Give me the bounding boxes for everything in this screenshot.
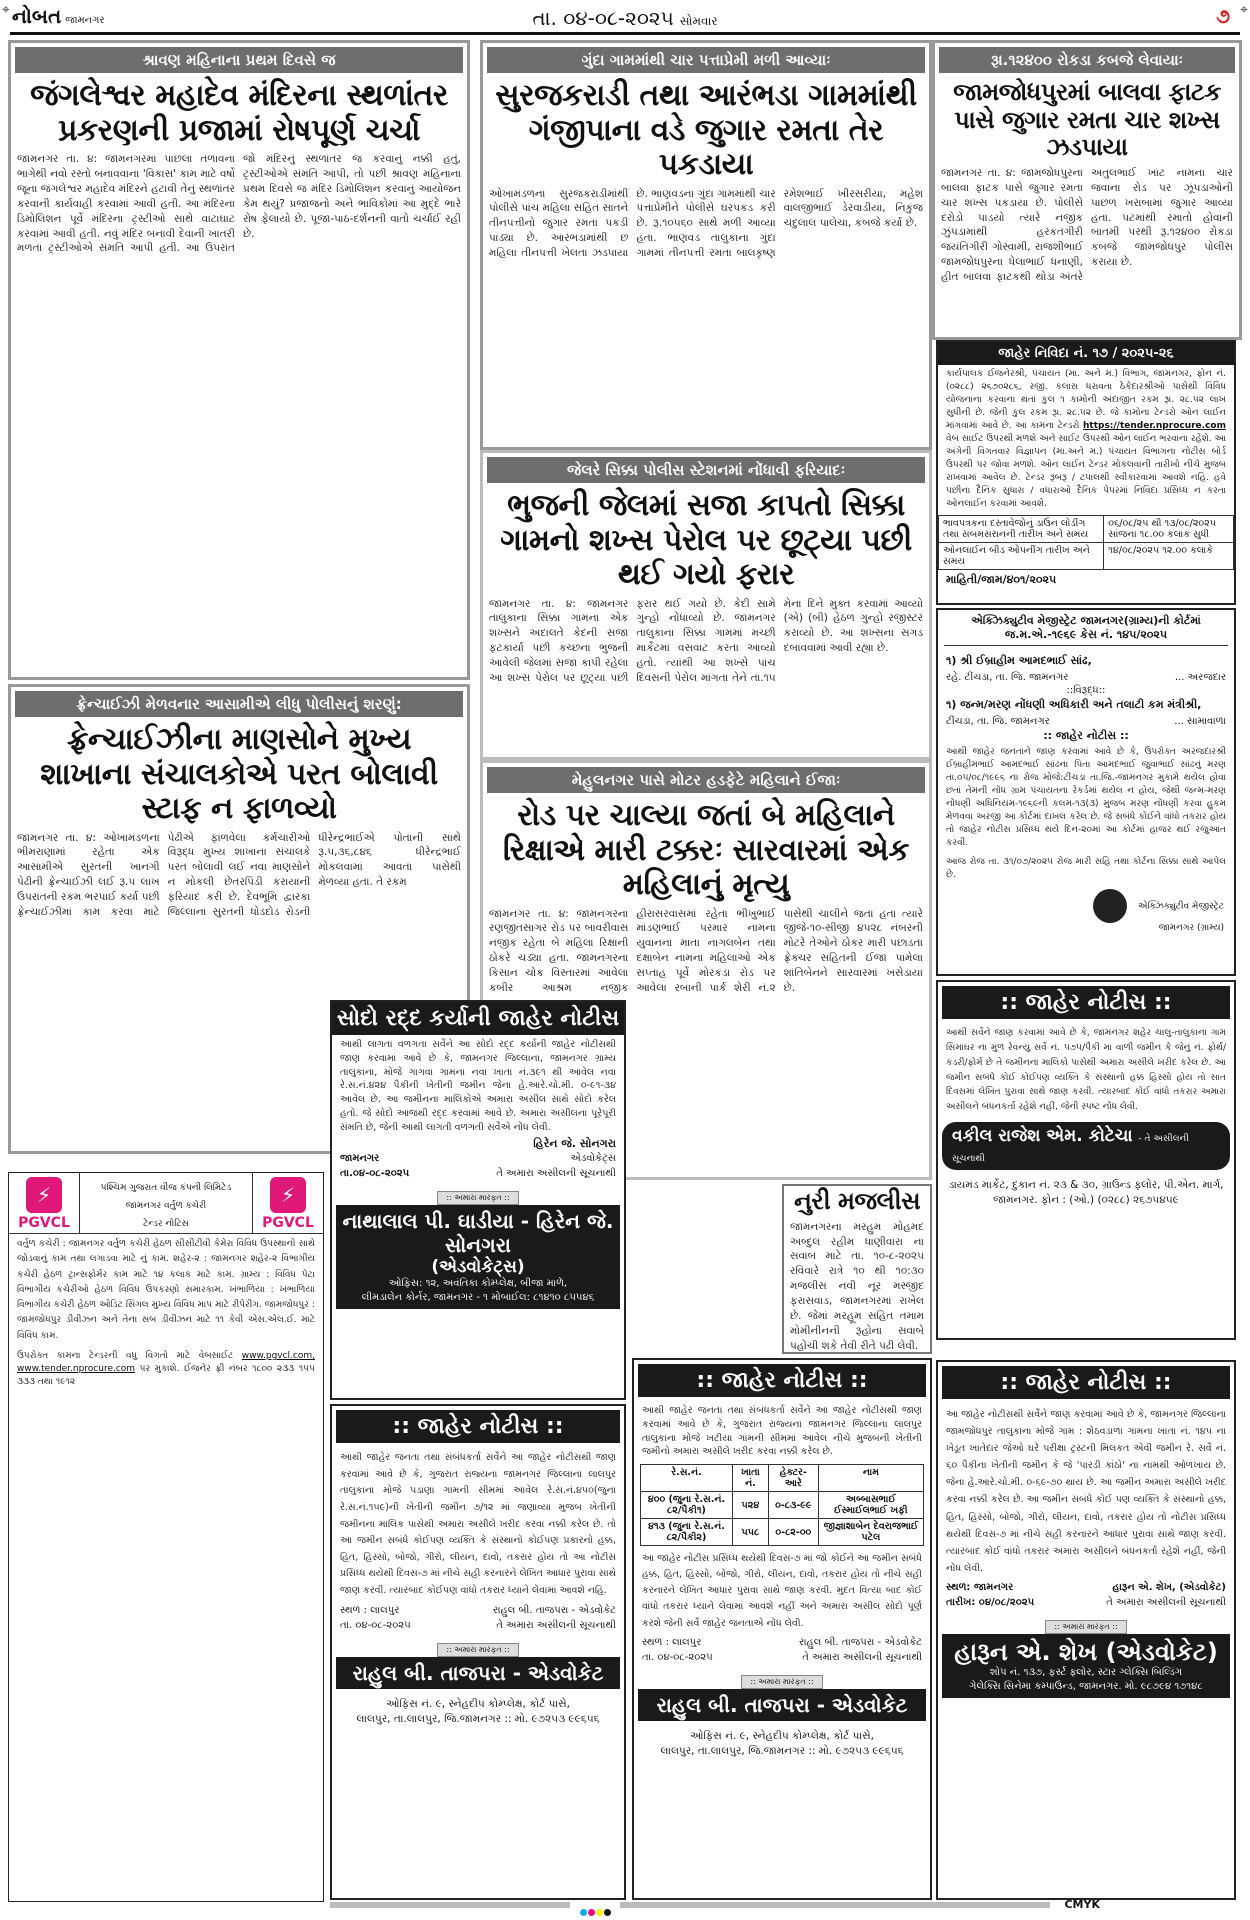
marfat-label: :: અમારા મારફત :: [332,1185,624,1205]
notice-reference: માહિતી/જામ/૪૦૧/૨૦૨૫ [946,572,1057,586]
land-records-table: રે.સ.નં. ખાતા નં. હેક્ટર-આરે નામ ૪૦૦ (જુના રે.સ.નં. ૮૨/પૈકી૧) ૫૨૪ ૦-૮૩-૯૯ અબ્બાસભાઈ ઈસ્માઈલભાઈ ખફી ૪૧૩ (જુના રે.સ.નં. ૮૨/પૈકી૨) ૫૫૮ ૦-૮૨-૦૦ જીજ્ઞાશાબેન દેવરાજભાઈ પટેલ [640,1464,924,1546]
article-headline: જામજોધપુરમાં બાલવા ફાટક પાસે જુગાર રમતા ચાર શખ્સ ઝડપાયા [953,78,1221,162]
notice-body: આથી જાહેર જનતા તથા સંબંધકર્તા સર્વેને આ જાહેર નોટીસથી જાણ કરવામાં આવે છે કે, ગુજરાત રાજ્યના જામનગર જિલ્લાના લાલપુર તાલુકાના મોજે ખટીયા ગામની સીમમાં આવેલ નીચે મુજબની ખેતીની જમીનો અમારા અસીલે ખરીદ કરવા નક્કી કરેલ છે. [642,1405,922,1458]
notice-title: :: જાહેર નોટીસ :: [336,1410,620,1443]
notice-body: કાર્યપાલક ઈજનેરશ્રી, પંચાયત (મા. અને મ.) વિભાગ, જામનગર, ફોન નં. (૦૨૮૮) ૨૬૭૦૨૮૬, રજી. કલાસ ધરાવતા ઠેકેદારશ્રીઓ પાસેથી વિવિધ યોજનાના કરવાના થતાં કુલ ૧ કામોની અંદાજીત રકમ રૂા. ૨૮.૫૨ લાખ સુધીની છે. જેની કુલ રકમ રૂા. ૨૮.૫૨ છે. જે કામોના ટેન્ડરો ઓન લાઈન માંગવામાં આવે છે. આ કામના ટેન્ડરો https://tender.nprocure.com વેબ સાઈટ ઉપરથી મળશે અને સાઈટ ઉપરથી ઓન લાઈન ભરવાના રહેશે. આ અંગેની વિગતવાર વિજ્ઞાપન (મા.અને મ.) પંચાયત વિભાગના નોટીસ બોર્ડ ઉપરથી પર જોવા મળશે. ઓન લાઈન ટેન્ડર મોકલવાની તારીખો નીચે મુજબ રાખવામાં આવેલ છે. ટેન્ડર રૂબરૂ / ટપાલથી સ્વીકારવામાં આવશે નહિ. હવે પછીના દૈનિક સુધારા / વધારાઓ દૈનિક પેપરમાં નિવિદા પ્રસિધ્ધ ન કરતા ઓનલાઈન કરવામાં આવશે. [946,369,1226,510]
sodo-cancel-notice: સોદો રદ્દ કર્યાની જાહેર નોટીસ આથી લાગતા વળગતા સર્વેને આ સોદો રદ્દ કર્યાની જાહેર નોટીસથી જાણ કરવામાં આવે છે કે, જામનગર જિલ્લાના, જામનગર ગ્રામ્ય તાલુકાના, મોજે ગાગવા ગામના નવા ખાતા નં.૩૯૧ થી આવેલ નવા રે.સ.નં.૪૨૪ પૈકીની ખેતીની જમીન જેના હે.આરે.ચો.મી. ૦-૯૧-૩૪ આવેલ છે. આ જમીનના માલિકોએ અમારા અસીલ સાથે સોદો કરેલ હતો. જે સોદો આજથી રદ્દ કરવામાં આવે છે. અમારા અસીલના પૂરેપૂરી સંમતિ છે, જેની આથી લાગતી વળગતી સર્વેએ નોંધ લેવી. હિરેન જે. સોનગરા જામનગર એડવોકેટ્સ તા.૦૪-૦૮-૨૦૨૫ તે અમારા અસીલની સૂચનાથી :: અમારા મારફત :: નાથાલાલ પી. ઘાડીયા - હિરેન જે. સોનગરા (એડવોકેટ્સ) ઓફિસ: ૧૨, અવંતિકા કોમ્પ્લેક્ષ, બીજા માળે, લીમડાલેન કોર્નર, જામનગર - ૧ મોબાઈલ: ૮૧૪૧૦ ૮૫૫૪૬ [330,1000,626,1400]
notice-body: આ જાહેર નોટીસ પ્રસિધ્ધ થયેથી દિવસ-૭ માં જો કોઈને આ જમીન સબંધે હક્ક, હિત, હિસ્સો, બોજો, ગીરો, લીયન, દાવો, તકરાર હોય તો નીચે સહી કરનારને લેખિત આધાર પુરાવા સાથે જાણ કરવી. મુદત વિત્યા બાદ કોઈ વાંધો તકરાર ધ્યાને લેવામાં આવશે નહીં અને અમારા અસીલ સોદો પૂર્ણ કરશે જેની સર્વે જાહેર જનતાએ નોંધ લેવી. [642,1553,922,1629]
advocate-card: રાહુલ બી. તાજપરા - એડવોકેટ [638,1689,926,1721]
court-seal-icon [1093,889,1127,923]
advocate-card: નાથાલાલ પી. ઘાડીયા - હિરેન જે. સોનગરા (એડવોકેટ્સ) ઓફિસ: ૧૨, અવંતિકા કોમ્પ્લેક્ષ, બીજા માળે, લીમડાલેન કોર્નર, જામનગર - ૧ મોબાઈલ: ૮૧૪૧૦ ૮૫૫૪૬ [336,1205,620,1309]
notice-title: :: જાહેર નોટીસ :: [942,986,1230,1019]
haroon-public-notice: :: જાહેર નોટીસ :: આ જાહેર નોટીસથી સર્વેને જાણ કરવામાં આવે છે કે, જામનગર જિલ્લાના જામજોધપુર તાલુકાના મોજે ગામ : શેઠવડાળા ગામના ખાતા નં. ૧૪૫ ના ખેડૂત ખાતેદાર જેઓ ઘરે પરીક્ષા ટ્રસ્ટની મિલકત એવી જમીન રે. સર્વે નં. ૬૦ પૈકીના ખેતીની જમીન કે જે 'પારડી કાંઠો' ના નામથી ઓળખાય છે. જેના હે.આરે.ચો.મી. ૦-૬૯-૭૦ થાય છે. આ જમીન અમારા અસીલે ખરીદ કરવા નક્કી કરેલ છે. આ જમીન સબંધે કોઈ પણ વ્યક્તિ કે સંસ્થાનો હક્ક, હિત, હિસ્સો, બોજો, ગીરો, લીયન, દાવો, તકરાર હોય તો નોટીસ પ્રસિધ્ધ થયેથી દિવસ-૭ માં નીચે સહી કરનારને આધાર પુરાવા સાથે જાણ કરવી. ત્યારબાદ કોઈ વાંધો તકરાર અમારા અસીલને બંધનકર્તા રહેશે નહીં, જેની નોંધ લેવી. સ્થળ: જામનગર હારૂન એ. શેખ, (એડવોકેટ) તારીખ: ૦૪/૦૮/૨૦૨૫ તે અમારા અસીલની સૂચનાથી :: અમારા મારફત :: હારૂન એ. શેખ (એડવોકેટ) શોપ નં. ૧૩૭, ફર્સ્ટ ફ્લોર, સ્ટાર ગ્લેક્સિ બિલ્ડિંગ ગેલેક્સિ સિનેમા કમ્પાઉન્ડ, જામનગર. મો. ૯૮૭૯૪ ૧૭૧૪૮ [936,1360,1236,1900]
article-kicker: રૂા.૧૨૪૦૦ રોકડા કબજે લેવાયાઃ [939,47,1235,73]
table-row: ભાવપત્રકના દસ્તાવેજોનું ડાઉન લોડીંગ તથા સબમસરાનની તારીખ અને સમય ૦૬/૦૮/૨૫ થી ૧૩/૦૮/૨૦૨૫ સાંજના ૧૮.૦૦ કલાક સુધી [939,515,1234,542]
advocate-card: રાહુલ બી. તાજપરા - એડવોકેટ [336,1657,620,1689]
pgvcl-website-link[interactable]: www.pgvcl.com, www.tender.nprocure.com [17,1351,315,1375]
notice-body: આથી લાગતા વળગતા સર્વેને આ સોદો રદ્દ કર્યાની જાહેર નોટીસથી જાણ કરવામાં આવે છે કે, જામનગર જિલ્લાના, જામનગર ગ્રામ્ય તાલુકાના, મોજે ગાગવા ગામના નવા ખાતા નં.૩૯૧ થી આવેલ નવા રે.સ.નં.૪૨૪ પૈકીની ખેતીની જમીન જેના હે.આરે.ચો.મી. ૦-૯૧-૩૪ આવેલ છે. આ જમીનના માલિકોએ અમારા અસીલ સાથે સોદો કરેલ હતો. જે સોદો આજથી રદ્દ કરવામાં આવે છે. અમારા અસીલના પૂરેપૂરી સંમતિ છે, જેની આથી લાગતી વળગતી સર્વેએ નોંધ લેવી. [340,1039,616,1133]
pgvcl-logo-icon: ⚡ PGVCL [253,1173,323,1233]
masthead-rule [10,32,1240,35]
printer-color-bar [0,1898,1250,1911]
notice-heading: :: જાહેર નોટીસ :: [1043,729,1129,742]
pgvcl-tender-notice [8,1172,324,1902]
notice-body: આ જાહેર નોટીસથી સર્વેને જાણ કરવામાં આવે છે કે, જામનગર જિલ્લાના જામજોધપુર તાલુકાના મોજે ગામ : શેઠવડાળા ગામના ખાતા નં. ૧૪૫ ના ખેડૂત ખાતેદાર જેઓ ઘરે પરીક્ષા ટ્રસ્ટની મિલકત એવી જમીન રે. સર્વે નં. ૬૦ પૈકીના ખેતીની જમીન કે જે 'પારડી કાંઠો' ના નામથી ઓળખાય છે. જેના હે.આરે.ચો.મી. ૦-૬૯-૭૦ થાય છે. આ જમીન અમારા અસીલે ખરીદ કરવા નક્કી કરેલ છે. આ જમીન સબંધે કોઈ પણ વ્યક્તિ કે સંસ્થાનો હક્ક, હિત, હિસ્સો, બોજો, ગીરો, લીયન, દાવો, તકરાર હોય તો નોટીસ પ્રસિધ્ધ થયેથી દિવસ-૭ માં નીચે સહી કરનારને આધાર પુરાવા સાથે જાણ કરવી. ત્યારબાદ કોઈ વાંધો તકરાર અમારા અસીલને બંધનકર્તા રહેશે નહીં, જેની નોંધ લેવી. [946,1409,1226,1574]
registration-mark-icon: ⌖ [1240,2,1248,18]
pgvcl-logo-icon: ⚡ PGVCL [9,1173,79,1233]
article-headline: ફ્રેન્ચાઈઝીના માણસોને મુખ્ય શાખાના સંચાલકોએ પરત બોલાવી સ્ટાફ ન ફાળવ્યો [40,722,438,826]
notice-body: વર્તુળ કચેરી : જામનગર વર્તુળ કચેરી હેઠળ સીસીટીવી કેમેરા વિવિધ ઉપસ્થાનો સાથે જોડવાનું કામ તથા લગાડવા માટે નું કામ. શહેર-૨ : જામનગર શહેર-૨ વિભાગીય કચેરી હેઠળ ટ્રાન્સફોર્મર કામ માટે ૧૪ કલાક માટે કામ. ગ્રામ્ય : વિવિધ પેટા વિભાગીય કચેરીઓ હેઠળ વિવિધ ઉપકરણો સમારકામ. ખંભાળિયા : ખંભાળિયા વિભાગીય કચેરી હેઠળ ઓડિટ સિંગલ મુખ્ય વિવિધ માપ માટે રીપેરીંગ. જામજોધપુર : જામજોધપુર ડીવીઝન અને તેના સબ ડીવીઝન માટે ૧૧ કેવી એસ.એલ.ઈ. માટે વિવિધ કામ. [17,1239,315,1341]
tender-website-link[interactable]: https://tender.nprocure.com [1082,421,1226,432]
article-temple [8,40,470,680]
notice-body: આથી સર્વેને જાણ કરવામાં આવે છે કે, જામનગર શહેર ચાલુ-તાલુકાના ગામ સિમાઘર ના મુળ રેવન્યુ સર્વે નં. ૫૭૫/પૈકી મા વાળી જમીન કે જેનું નં. ફોર્થ/કંડરી/ફોર્મ છે તે જમીનના માલિકો પાસેથી અમારા અસીલે ખરીદ કરેલ છે. આ જમીન સબંધે કોઈ કોઈપણ વ્યક્તિ કે સંસ્થાનો હક્ક હિસ્સો હોય તો સાત દિવસમાં લેખિત પુરાવા સાથે જાણ કરવી. ત્યારબાદ કોઈ વાંધો તકરાર અમારા અસીલને બંધનકર્તા રહેશે નહીં, જેની સ્પષ્ટ નોંધ લેવી. [946,1028,1226,1113]
newspaper-logo: નોબત જામનગર [12,4,105,28]
table-row: ૪૦૦ (જુના રે.સ.નં. ૮૨/પૈકી૧) ૫૨૪ ૦-૮૩-૯૯ અબ્બાસભાઈ ઈસ્માઈલભાઈ ખફી [641,1492,924,1519]
tender-notice [936,340,1236,605]
article-kicker: શ્રાવણ મહિનાના પ્રથમ દિવસે જ [15,47,463,73]
notice-title: :: જાહેર નોટીસ :: [638,1364,926,1397]
applicant-name: ૧) શ્રી ઈબ્રાહીમ આમદભાઈ સાંઢ, [946,654,1092,667]
masthead [0,0,1250,44]
signature-block: એક્ઝિક્યુટીવ મેજીસ્ટ્રેટ જામનગર (ગ્રામ્ય) [938,885,1234,937]
article-kicker: જેલરે સિક્કા પોલીસ સ્ટેશનમાં નોંધાવી ફરિયાદઃ [487,457,925,483]
advocate-banner: વકીલ રાજેશ એમ. કોટેચા - તે અસીલની સૂચનાથી [942,1122,1230,1170]
notice-body: આથી જાહેર જનતા તથા સંબંધકર્તા સર્વેને આ જાહેર નોટીસથી જાણ કરવામાં આવે છે કે, ગુજરાત રાજ્યના જામનગર જિલ્લાના લાલપુર તાલુકાના મોજે પડાણા ગામની સીમમાં આવેલ રે.સ.નં.૪૫૦(જુના રે.સ.નં.૧૫૯)ની ખેતીની જમીન ૭/૧૨ માં જણાવ્યા મુજબ ખેતીની જમીનના માલિક પાસેથી અમારા અસીલે ખરીદ કરવા નક્કી કરેલ છે. તો આ જમીન સબંધે કોઈપણ વ્યક્તિ કે સંસ્થાનો કોઈપણ પ્રકારનો હક્ક, હિત, હિસ્સો, બોજો, ગીરો, લીયન, દાવો, તકરાર હોય તો આ નોટીસ પ્રસિધ્ધ થયેથી દિવસ-૭ માં નીચે સહી કરનારને લેખિત આધાર પુરાવા સાથે જાણ કરવી. ત્યારબાદ કોઈપણ વાંધો તકરાર ધ્યાને લેવામાં આવશે નહિ. [340,1452,616,1596]
notice-body: આથી જાહેર જનતાને જાણ કરવામાં આવે છે કે, ઉપરોક્ત અરજદારશ્રી ઈબ્રાહીમભાઈ આમદભાઈ સાંઢના પિતા આમદભાઈ જુવાભાઈ સાંઢનું મરણ તા.૦૫/૦૮/૧૯૯૬ ના રોજ મોજે:ટીંચડા તા.જિ.-જામનગર મુકામે થયેલ હોવા છતાં તેમની નોંધ ગ્રામ પંચાયતના રેકર્ડમાં થયેલ ન હોય, જેથી જન્મ-મરણ નોંધણી અધિનિયમ-૧૯૬૯ની કલમ-૧૩(૩) મુજબ મરણ નોંધણી કરવા હુકમ મેળવવા અરજી આ કોર્ટમાં દાખલ કરેલ છે. જે સબંધે કોઈને વાંધો તકરાર હોય તો જાહેર નોટીસ પ્રસિધ્ધ થયે દિન-૨૦માં આ કોર્ટમાં હાજર થઈ રજુઆત કરવી. [946,747,1226,849]
issue-date: તા. ૦૪-૦૮-૨૦૨૫ સોમવાર [532,6,718,30]
advocate-card: હારૂન એ. શેખ (એડવોકેટ) શોપ નં. ૧૩૭, ફર્સ્ટ ફ્લોર, સ્ટાર ગ્લેક્સિ બિલ્ડિંગ ગેલેક્સિ સિનેમા કમ્પાઉન્ડ, જામનગર. મો. ૯૮૭૯૪ ૧૭૧૪૮ [942,1634,1230,1698]
lalpur-public-notice: :: જાહેર નોટીસ :: આથી જાહેર જનતા તથા સંબંધકર્તા સર્વેને આ જાહેર નોટીસથી જાણ કરવામાં આવે છે કે, ગુજરાત રાજ્યના જામનગર જિલ્લાના લાલપુર તાલુકાના મોજે પડાણા ગામની સીમમાં આવેલ રે.સ.નં.૪૫૦(જુના રે.સ.નં.૧૫૯)ની ખેતીની જમીન ૭/૧૨ માં જણાવ્યા મુજબ ખેતીની જમીનના માલિક પાસેથી અમારા અસીલે ખરીદ કરવા નક્કી કરેલ છે. તો આ જમીન સબંધે કોઈપણ વ્યક્તિ કે સંસ્થાનો કોઈપણ પ્રકારનો હક્ક, હિત, હિસ્સો, બોજો, ગીરો, લીયન, દાવો, તકરાર હોય તો આ નોટીસ પ્રસિધ્ધ થયેથી દિવસ-૭ માં નીચે સહી કરનારને લેખિત આધાર પુરાવા સાથે જાણ કરવી. ત્યારબાદ કોઈપણ વાંધો તકરાર ધ્યાને લેવામાં આવશે નહિ. સ્થળ : લાલપુર રાહુલ બી. તાજપરા - એડવોકેટ તા. ૦૪-૦૮-૨૦૨૫ તે અમારા અસીલની સૂચનાથી :: અમારા મારફત :: રાહુલ બી. તાજપરા - એડવોકેટ ઓફિસ નં. ૯, સ્નેહદીપ કોમ્પ્લેક્ષ, કોર્ટ પાસે, લાલપુર, તા.લાલપુર, જિ.જામનગર :: મો. ૯૭૨૫૩ ૯૯૬૫૬ [330,1404,626,1900]
versus-label: ::વિરૂદ્ધ:: [1066,685,1106,696]
article-headline: જંગલેશ્વર મહાદેવ મંદિરના સ્થળાંતર પ્રકરણની પ્રજામાં રોષપૂર્ણ ચર્ચા [30,78,448,148]
marfat-label: :: અમારા મારફત :: [332,1637,624,1657]
article-headline: રોડ પર ચાલ્યા જતાં બે મહિલાને રિક્ષાએ મારી ટક્કરઃ સારવારમાં એક મહિલાનું મૃત્યુ [502,798,910,902]
table-row: ઓનલાઈન બીડ ઓપનીંગ તારીખ અને સમય ૧૪/૦૮/૨૦૨૫ ૧૨.૦૦ કલાકે [939,542,1234,569]
court-title: એક્ઝિક્યુટીવ મેજીસ્ટ્રેટ જામનગર(ગ્રામ્ય)ની કોર્ટમાં [971,614,1201,627]
kotecha-public-notice: :: જાહેર નોટીસ :: આથી સર્વેને જાણ કરવામાં આવે છે કે, જામનગર શહેર ચાલુ-તાલુકાના ગામ સિમાઘર ના મુળ રેવન્યુ સર્વે નં. ૫૭૫/પૈકી મા વાળી જમીન કે જેનું નં. ફોર્થ/કંડરી/ફોર્મ છે તે જમીનના માલિકો પાસેથી અમારા અસીલે ખરીદ કરેલ છે. આ જમીન સબંધે કોઈ કોઈપણ વ્યક્તિ કે સંસ્થાનો હક્ક હિસ્સો હોય તો સાત દિવસમાં લેખિત પુરાવા સાથે જાણ કરવી. ત્યારબાદ કોઈ વાંધો તકરાર અમારા અસીલને બંધનકર્તા રહેશે નહીં, જેની સ્પષ્ટ નોંધ લેવી. વકીલ રાજેશ એમ. કોટેચા - તે અસીલની સૂચનાથી ડાયમંડ માર્કેટ, દુકાન નં. ૨૩ & ૩૦, ગ્રાઉન્ડ ફ્લોર, પી.એન. માર્ગ, જામનગર. ફોન : (ઓ.) (૦૨૮૮) ૨૬૭૫૪૫૯ [936,980,1236,1340]
black-swatch [604,1909,611,1916]
article-kicker: ફ્રેન્ચાઈઝી મેળવનાર આસામીએ લીધુ પોલીસનું શરણું: [15,691,463,717]
magenta-swatch [588,1909,595,1916]
article-gunda [480,40,932,450]
notice-headline: નુરી મજલીસ [793,1187,921,1215]
article-body: જામનગર તા. ૪: જામજોધપુરના બાલવા ફાટક પાસે જુગાર રમતા ચાર શખ્સ પકડાયા છે. પોલીસે દરોડો પાડયો ત્યારે નજીક ઝુંપડામાંથી હરકતગીરી જયંતિગીરી ગોસ્વામી, રાજશીભાઈ જામજોધપુરના ધેલાભાઈ ધનાણી, હીત બાલવા ફાટકથી થોડા અંતરે અતુલભાઈ ખાંટ નામના ચાર જવાના રોડ પર ઝૂંપડાઓની પાછળ ખરાબામાં જુગાર આવ્યા હતા. પટમાંથી રમાતો હોવાની બાતમી પરથી રૂ.૧૨૪૦૦ રોકડા કબજે જામજોધપુર પોલીસ કરાયા છે. [941,166,1233,284]
cyan-swatch [580,1909,587,1916]
notice-title: :: જાહેર નોટીસ :: [942,1366,1230,1399]
article-body: જામનગર તા. ૪: જામનગર તાલુકાના સિક્કા ગામના એક શખ્સને અદાલતે કેદની સજા ફટકાર્યા પછી કચ્છના ભુજની આવેલી જેલમાં સજા કાપી રહેલા આ શખ્સ પેરોલ પર છૂટ્યા પછી ફરાર થઈ ગયો છે. કેદી સામે ગુન્હો નોંધાવ્યો છે. જામનગર તાલુકાના સિક્કા ગામમાં મચ્છી માર્કેટમાં વસવાટ કરતા આવ્યો હતો. ત્યાંથી આ શખ્સે પાંચ દિવસની પેરોલ માંગતા તેને તા.૧૫ મેના દિને મુક્ત કરવામાં આવ્યો (એ) (બી) હેઠળ ગુન્હો રજીસ્ટર કરાવ્યો છે. આ શખ્સના સગડ દબાવવામાં આવી રહ્યા છે. [489,597,923,685]
article-headline: ભુજની જેલમાં સજા કાપતો સિક્કા ગામનો શખ્સ પેરોલ પર છૂટ્યા પછી થઈ ગયો ફરાર [500,488,912,592]
color-swatches [580,1901,612,1920]
article-body: ઓખામંડળના સુરજકરાડીમાંથી પોલીસે પાંચ મહિલા સહિત સાતને તીનપત્તીનો જુગાર રમતા પકડી પાડ્યા છે. આરંભડામાંથી છ મહિલા તીનપત્તી ખેલતા ઝડપાયા છે. ભાણવડના ગુંદા ગામમાંથી ચાર પત્તાપ્રેમીને પોલીસે ઘરપકડ કરી છે. રૂ.૧૦૫૬૦ સાથે મળી આવ્યા હતા. ભાણવડ તાલુકાના ગુંદા ગામમાં તીનપત્તી રમતા બાલકૃષ્ણ રમેશભાઈ ખીરસરીયા, મહેશ વાલજીભાઈ ડેરવાડીયા, નિકુંજ ચંદુલાલ પાલેચા, કબજે કર્યા છે. [489,187,923,260]
marfat-label: :: અમારા મારફત :: [938,1614,1234,1634]
court-notice: એક્ઝિક્યુટીવ મેજીસ્ટ્રેટ જામનગર(ગ્રામ્ય)ની કોર્ટમાં જ.મ.એ.-૧૯૬૯ કેસ નં. ૧૪૫/૨૦૨૫ ૧) શ્રી ઈબ્રાહીમ આમદભાઈ સાંઢ, રહે. ટીંચડા, તા. જિ. જામનગર ... અરજદાર ::વિરૂદ્ધ:: ૧) જન્મ/મરણ નોંધણી અધિકારી અને તલાટી કમ મંત્રીશ્રી, ટીંચડા, તા. જિ. જામનગર ... સામાવાળા :: જાહેર નોટીસ :: આથી જાહેર જનતાને જાણ કરવામાં આવે છે કે, ઉપરોક્ત અરજદારશ્રી ઈબ્રાહીમભાઈ આમદભાઈ સાંઢના પિતા આમદભાઈ જુવાભાઈ સાંઢનું મરણ તા.૦૫/૦૮/૧૯૯૬ ના રોજ મોજે:ટીંચડા તા.જિ.-જામનગર મુકામે થયેલ હોવા છતાં તેમની નોંધ ગ્રામ પંચાયતના રેકર્ડમાં થયેલ ન હોય, જેથી જન્મ-મરણ નોંધણી અધિનિયમ-૧૯૬૯ની કલમ-૧૩(૩) મુજબ મરણ નોંધણી કરવા હુકમ મેળવવા અરજી આ કોર્ટમાં દાખલ કરેલ છે. જે સબંધે કોઈને વાંધો તકરાર હોય તો જાહેર નોટીસ પ્રસિધ્ધ થયે દિન-૨૦માં આ કોર્ટમાં હાજર થઈ રજુઆત કરવી. આજ રોજ તા. ૩૧/૦૭/૨૦૨૫ રોજ મારી સહિ તથા કોર્ટના સિક્કા સાથે આપેલ છે. એક્ઝિક્યુટીવ મેજીસ્ટ્રેટ જામનગર (ગ્રામ્ય) [936,608,1236,976]
article-body: જામનગર તા. ૪: ઓખામંડળના ભીમરાણામાં રહેતા એક આસામીએ સુરતની ખાનગી પેઢીની ફ્રેન્ચાઈઝી લઈ રૂ.૫ લાખ ઉપરાંતની રકમ ભરપાઈ કર્યા પછી ફ્રેન્ચાઈઝીમાં કામ કરવા માટે પેઢીએ ફાળવેલા કર્મચારીઓ વિરૂદ્ધ મુખ્ય શાખાના સંચાલકે પરત બોલાવી લઈ નવા માણસોને ન મોકલી છેતરપિંડી કરાયાની ફરિયાદ કરી છે. દેવભૂમિ દ્વારકા જિલ્લાના સુરતની ધોડદોડ રોડની ધીરેન્દ્રભાઈએ પોતાની સાથે રૂ.૫,૩૬,૮૪૬ ધીરેન્દ્રભાઈ મોકલવામાં આવતા પાસેથી મેળવ્યા હતા. તે રકમ [17,831,461,919]
notice-title: સોદો રદ્દ કર્યાની જાહેર નોટીસ [332,1002,624,1035]
cmyk-label: CMYK [1064,1898,1100,1911]
article-bhuj [480,450,932,760]
pgvcl-header: ⚡ PGVCL પશ્ચિમ ગુજરાત વીજ કંપની લિમિટેડ જામનગર વર્તુળ કચેરી ટેન્ડર નોટિસ ⚡ PGVCL [9,1173,323,1234]
issue-date: આજ રોજ તા. ૩૧/૦૭/૨૦૨૫ રોજ મારી સહિ તથા કોર્ટના સિક્કા સાથે આપેલ છે. [946,857,1226,881]
article-body: જામનગર તા. ૪: જામનગરમાં પાછલા તળાવના ભાગેથી નવો રસ્તો બનાવવાના 'વિકાસ' કામ માટે વર્ષો જૂના જંગલેશ્વર મહાદેવ મંદિરને હટાવી તેનું સ્થળાંતર કરવાની કાર્યવાહી કરવામાં આવી હતી. આ મંદિરના ડિમોલિશન પૂર્વે મંદિરના ટ્રસ્ટીઓ સાથે વાટાઘાટ કરવામાં આવી હતી. નવું મંદિર બનાવી દેવાની ખાતરી મળતા ટ્રસ્ટીઓએ સંમતિ આપી હતી. આ ઉપરાંત જો મંદિરનું સ્થળાંતર જ કરવાનું નક્કી હતું, ટ્રસ્ટીઓએ સંમતિ આપી, તો પછી શ્રાવણ મહિનાના પ્રથમ દિવસે જ મંદિર ડિમોલિશન કરવાનું આયોજન કેમ થયું? પ્રજાજનો અને ભાવિકોમાં આ મુદ્દે ભારે રોષ ફેલાયો છે. પૂજા-પાઠ-દર્શનની વાતો ચર્ચાઈ રહી છે. [17,153,461,255]
table-row: ૪૧૩ (જુના રે.સ.નં. ૮૨/પૈકી૨) ૫૫૮ ૦-૮૨-૦૦ જીજ્ઞાશાબેન દેવરાજભાઈ પટેલ [641,1519,924,1546]
marfat-label: :: અમારા મારફત :: [634,1669,930,1689]
notice-footer: ઉપરોક્ત કામના ટેન્ડરની વધુ વિગતો માટે વેબસાઈટ www.pgvcl.com, www.tender.nprocure.com પર મુકાશે. ઈજનેર ફ્રી નંબર ૧૮૦૦ ૨૩૩ ૧૫૫ ૩૩૩ તથા ૧૯૧૨ [17,1351,315,1388]
signer-name: હિરેન જે. સોનગરા [533,1137,616,1151]
notice-title: જાહેર નિવિદા નં. ૧૭ / ૨૦૨૫-૨૬ [938,342,1234,365]
registration-mark-icon: ⌖ [2,2,10,18]
article-headline: સુરજકરાડી તથા આરંભડા ગામમાંથી ગંજીપાના વડે જુગાર રમતા તેર પકડાયા [495,78,917,182]
article-kicker: ગુંદા ગામમાંથી ચાર પત્તાપ્રેમી મળી આવ્યાઃ [487,47,925,73]
respondent-name: ૧) જન્મ/મરણ નોંધણી અધિકારી અને તલાટી કમ મંત્રીશ્રી, [946,698,1202,711]
nuri-majlis-notice [782,1184,932,1354]
tender-schedule-table [938,515,1234,570]
article-kicker: મેહુલનગર પાસે મોટર હડફેટે મહિલાને ઈજાઃ [487,767,925,793]
article-jamjodhpur [932,40,1242,340]
khatiya-public-notice: :: જાહેર નોટીસ :: આથી જાહેર જનતા તથા સંબંધકર્તા સર્વેને આ જાહેર નોટીસથી જાણ કરવામાં આવે છે કે, ગુજરાત રાજ્યના જામનગર જિલ્લાના લાલપુર તાલુકાના મોજે ખટીયા ગામની સીમમાં આવેલ નીચે મુજબની ખેતીની જમીનો અમારા અસીલે ખરીદ કરવા નક્કી કરેલ છે. રે.સ.નં. ખાતા નં. હેક્ટર-આરે નામ ૪૦૦ (જુના રે.સ.નં. ૮૨/પૈકી૧) ૫૨૪ ૦-૮૩-૯૯ અબ્બાસભાઈ ઈસ્માઈલભાઈ ખફી ૪૧૩ (જુના રે.સ.નં. ૮૨/પૈકી૨) ૫૫૮ ૦-૮૨-૦૦ જીજ્ઞાશાબેન દેવરાજભાઈ પટેલ આ જાહેર નોટીસ પ્રસિધ્ધ થયેથી દિવસ-૭ માં જો કોઈને આ જમીન સબંધે હક્ક, હિત, હિસ્સો, બોજો, ગીરો, લીયન, દાવો, તકરાર હોય તો નીચે સહી કરનારને લેખિત આધાર પુરાવા સાથે જાણ કરવી. મુદત વિત્યા બાદ કોઈ વાંધો તકરાર ધ્યાને લેવામાં આવશે નહીં અને અમારા અસીલ સોદો પૂર્ણ કરશે જેની સર્વે જાહેર જનતાએ નોંધ લેવી. સ્થળ : લાલપુર રાહુલ બી. તાજપરા - એડવોકેટ તા. ૦૪-૦૮-૨૦૨૫ તે અમારા અસીલની સૂચનાથી :: અમારા મારફત :: રાહુલ બી. તાજપરા - એડવોકેટ ઓફિસ નં. ૯, સ્નેહદીપ કોમ્પ્લેક્ષ, કોર્ટ પાસે, લાલપુર, તા.લાલપુર, જિ.જામનગર :: મો. ૯૭૨૫૩ ૯૯૬૫૬ [632,1358,932,1900]
case-number: જ.મ.એ.-૧૯૬૯ કેસ નં. ૧૪૫/૨૦૨૫ [944,628,1228,646]
article-body: જામનગર તા. ૪: જામનગરના રણજીતસાગર રોડ પર બાવરીવાસ નજીક રહેતા બે મહિલા રિક્ષાની ઠોકરે ચડ્યા હતા. જામનગરના કિસાન ચોક વિસ્તારમાં આવેલા કબીર આશ્રમ નજીક હીરાસરવાસમાં રહેતા ભીખુભાઈ માંડણભાઈ પરમાર નામના યુવાનના માતા નાગલબેન તથા દક્ષાબેન નામના મહિલાઓ એક સપ્તાહ પૂર્વે મોરકંડા રોડ પર આવેલા રબાની પાર્ક શેરી નં.૨ પાસેથી ચાલીને જતા હતા ત્યારે જીજે-૧૦-સીજી ૪૫૨૮ નંબરની મોટરે તેઓને ઠોકર મારી પછાડતા ફ્રેક્ચર સહિતની ઈજા પામેલા શાંતિબેનને સારવારમાં ખસેડાયા છે. [489,907,923,995]
page-number: ૭ [1216,4,1230,28]
notice-body: જામનગરના મરહુમ મોહમદ અબ્દુલ રહીમ ધાણીવારા ના સવાબ માટે તા. ૧૦-૮-૨૦૨૫ રવિવારે રાત્રે ૧૦ થી ૧૦:૩૦ મજલીસ નવી નૂર મસ્જીદ ફરાસવાડ, જામનગરમાં રાખેલ છે. જેમાં મરહૂમ સહિત તમામ મોમીનીનની રૂહોના સવાબે પહોંચી શકે તેવી રીતે પઢી લેવી. [790,1220,924,1352]
yellow-swatch [596,1909,603,1916]
